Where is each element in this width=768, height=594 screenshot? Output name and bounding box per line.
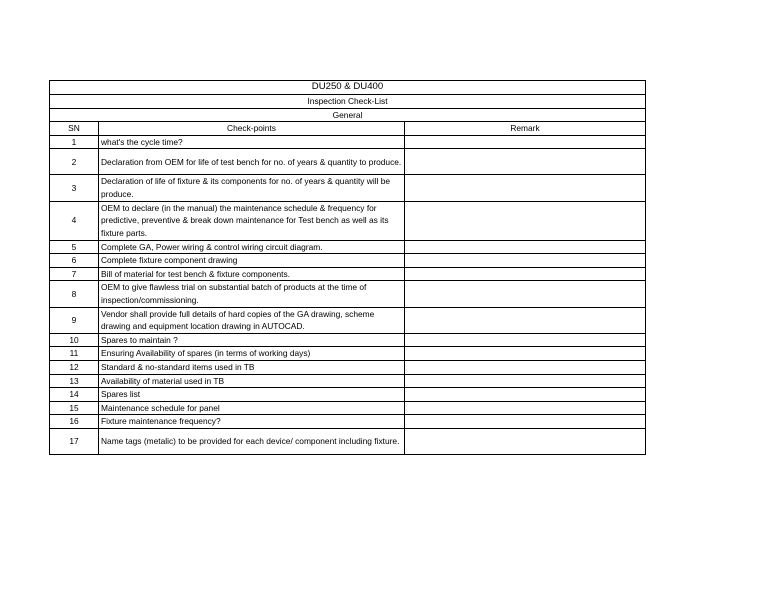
remark-cell (405, 360, 646, 374)
checkpoint-text: Spares list (99, 388, 405, 402)
remark-cell (405, 240, 646, 254)
table-row (50, 135, 646, 149)
checkpoint-text: OEM to declare (in the manual) the maintenance schedule & frequency for predictive, preventive & break down maintenance for Test bench as well as its fixture parts. (99, 201, 405, 240)
checkpoint-text: Name tags (metalic) to be provided for each device/ component including fixture. (99, 428, 405, 454)
table-row (50, 374, 646, 388)
table-row (50, 240, 646, 254)
checkpoint-text: Complete GA, Power wiring & control wiring circuit diagram. (99, 240, 405, 254)
checkpoint-text: what's the cycle time? (99, 135, 405, 149)
section-title: General (50, 108, 646, 122)
row-number: 2 (50, 149, 99, 175)
row-number: 14 (50, 388, 99, 402)
inspection-checklist-table (49, 80, 646, 455)
table-row (50, 415, 646, 429)
row-number: 3 (50, 175, 99, 201)
row-number: 12 (50, 360, 99, 374)
remark-cell (405, 149, 646, 175)
row-number: 4 (50, 201, 99, 240)
column-header-remark: Remark (405, 122, 646, 136)
row-number: 9 (50, 307, 99, 333)
checkpoint-text: Fixture maintenance frequency? (99, 415, 405, 429)
row-number: 6 (50, 254, 99, 268)
row-number: 16 (50, 415, 99, 429)
remark-cell (405, 307, 646, 333)
row-number: 13 (50, 374, 99, 388)
column-header-sn: SN (50, 122, 99, 136)
row-number: 15 (50, 401, 99, 415)
table-row (50, 401, 646, 415)
remark-cell (405, 175, 646, 201)
checkpoint-text: Vendor shall provide full details of hard copies of the GA drawing, scheme drawing and equipment location drawing in AUTOCAD. (99, 307, 405, 333)
table-row (50, 254, 646, 268)
remark-cell (405, 388, 646, 402)
table-row (50, 201, 646, 240)
table-row (50, 281, 646, 307)
title-row (50, 81, 646, 95)
subtitle-row (50, 95, 646, 109)
remark-cell (405, 347, 646, 361)
row-number: 11 (50, 347, 99, 361)
table-row (50, 388, 646, 402)
checkpoint-text: Spares to maintain ? (99, 333, 405, 347)
remark-cell (405, 428, 646, 454)
checkpoint-text: OEM to give flawless trial on substantial batch of products at the time of inspection/commissioning. (99, 281, 405, 307)
checkpoint-text: Standard & no-standard items used in TB (99, 360, 405, 374)
remark-cell (405, 333, 646, 347)
table-row (50, 428, 646, 454)
checkpoint-text: Declaration of life of fixture & its components for no. of years & quantity will be produce. (99, 175, 405, 201)
row-number: 10 (50, 333, 99, 347)
table-row (50, 307, 646, 333)
table-row (50, 149, 646, 175)
document-subtitle: Inspection Check-List (50, 95, 646, 109)
checkpoint-text: Declaration from OEM for life of test bench for no. of years & quantity to produce. (99, 149, 405, 175)
remark-cell (405, 267, 646, 281)
section-row (50, 108, 646, 122)
remark-cell (405, 254, 646, 268)
document-title: DU250 & DU400 (50, 81, 646, 95)
remark-cell (405, 201, 646, 240)
remark-cell (405, 135, 646, 149)
checkpoint-text: Availability of material used in TB (99, 374, 405, 388)
checkpoint-text: Maintenance schedule for panel (99, 401, 405, 415)
table-row (50, 360, 646, 374)
row-number: 5 (50, 240, 99, 254)
checkpoint-text: Bill of material for test bench & fixture components. (99, 267, 405, 281)
column-header-checkpoints: Check-points (99, 122, 405, 136)
checkpoint-text: Ensuring Availability of spares (in terms of working days) (99, 347, 405, 361)
remark-cell (405, 281, 646, 307)
table-row (50, 267, 646, 281)
remark-cell (405, 374, 646, 388)
row-number: 7 (50, 267, 99, 281)
table-row (50, 347, 646, 361)
row-number: 17 (50, 428, 99, 454)
remark-cell (405, 401, 646, 415)
remark-cell (405, 415, 646, 429)
row-number: 8 (50, 281, 99, 307)
table-row (50, 333, 646, 347)
table-row (50, 175, 646, 201)
header-row (50, 122, 646, 136)
row-number: 1 (50, 135, 99, 149)
checkpoint-text: Complete fixture component drawing (99, 254, 405, 268)
